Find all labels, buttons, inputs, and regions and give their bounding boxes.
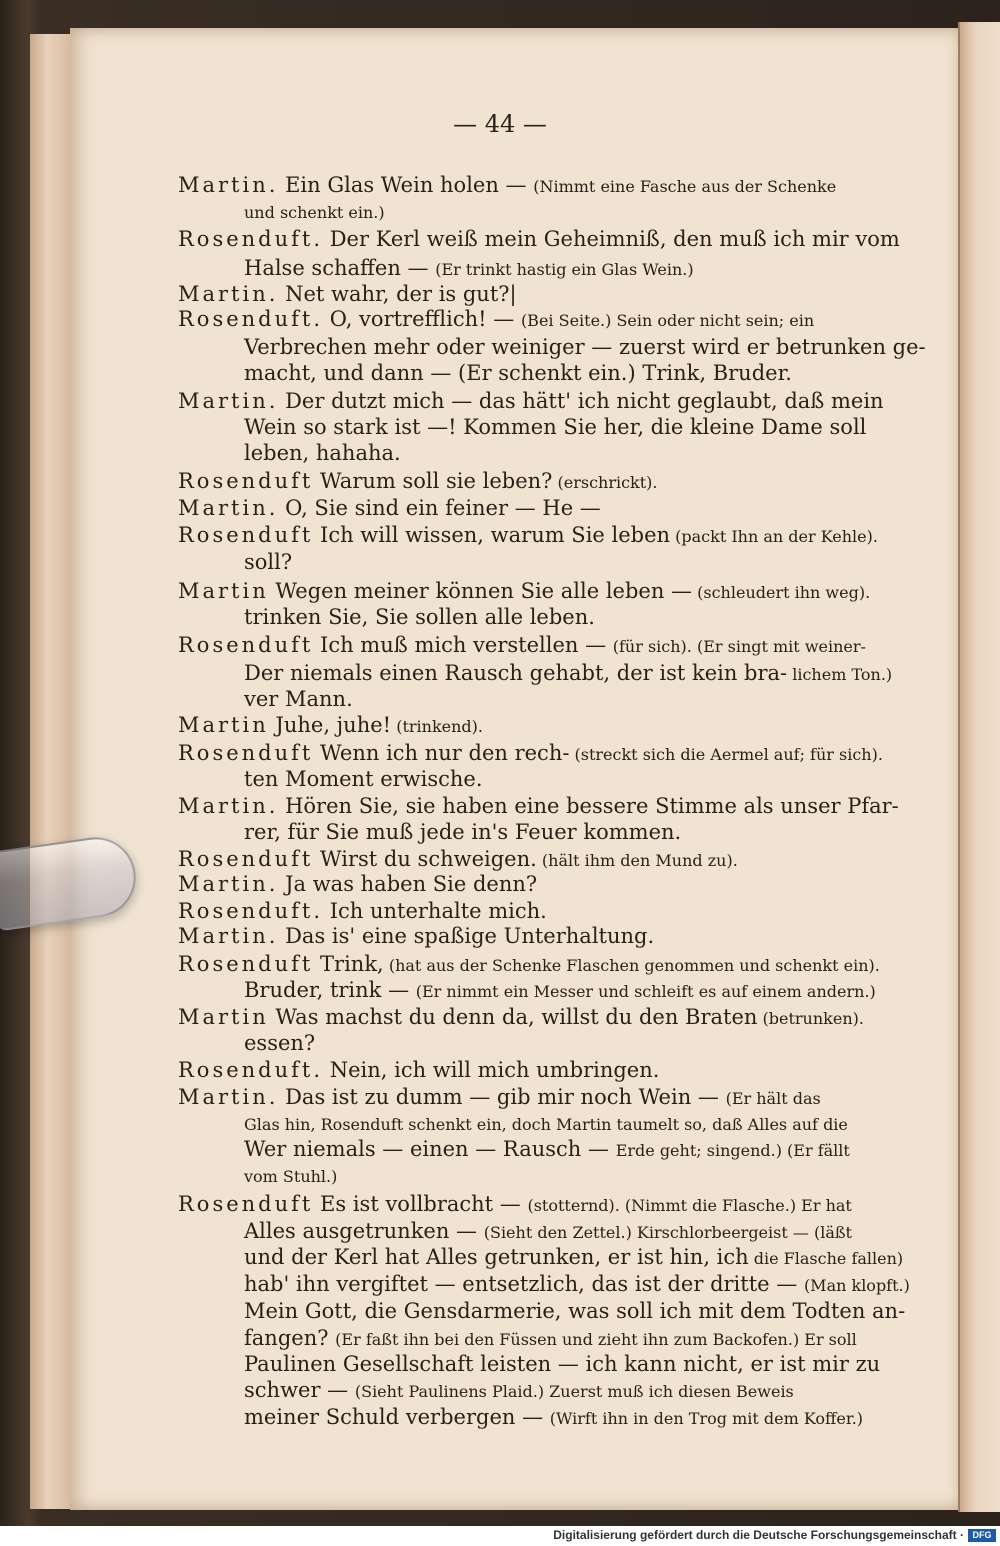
dialogue-text: Ich unterhalte mich. xyxy=(323,899,547,923)
dialogue-text: Das is' eine spaßige Unterhaltung. xyxy=(278,924,655,948)
stage-direction: (Er hält das xyxy=(725,1089,821,1108)
dialogue-text: Das ist zu dumm — gib mir noch Wein — xyxy=(278,1085,726,1109)
dialogue-text: Ich will wissen, warum Sie leben xyxy=(313,523,671,547)
text-line xyxy=(178,1110,848,1136)
dialogue-text: rer, für Sie muß jede in's Feuer kommen. xyxy=(244,820,682,844)
stage-direction: (Sieht den Zettel.) Kirschlorbeergeist — (läßt xyxy=(483,1223,852,1242)
text-line xyxy=(178,1298,905,1324)
speaker-name: Rosenduft. xyxy=(178,227,324,251)
dialogue-text: Juhe, juhe! xyxy=(268,713,392,737)
stage-direction: (stotternd). (Nimmt die Flasche.) Er hat xyxy=(527,1196,852,1215)
dialogue-text: fangen? xyxy=(244,1326,336,1350)
stage-direction: vom Stuhl.) xyxy=(244,1167,338,1186)
dialogue-text: ver Mann. xyxy=(244,687,353,711)
dialogue-text: Bruder, trink — xyxy=(244,978,416,1002)
speaker-name: Rosenduft. xyxy=(178,1058,324,1082)
dfg-logo: DFG xyxy=(968,1529,996,1542)
speaker-name: Martin. xyxy=(178,389,279,413)
stage-direction: (Man klopft.) xyxy=(803,1276,910,1295)
text-line xyxy=(178,1030,315,1056)
text-line xyxy=(178,1057,659,1083)
speaker-name: Rosenduft xyxy=(178,523,314,547)
text-line xyxy=(178,604,595,630)
dialogue-text: und der Kerl hat Alles getrunken, er ist hin, ich xyxy=(244,1245,749,1269)
text-line xyxy=(178,360,792,386)
stage-direction: (hat aus der Schenke Flaschen genommen und schenkt ein). xyxy=(383,956,880,975)
text-line xyxy=(178,819,681,845)
text-line xyxy=(178,1351,880,1377)
text-line xyxy=(178,281,517,307)
dialogue-text: Der niemals einen Rausch gehabt, der ist kein bra- xyxy=(244,661,788,685)
text-line xyxy=(178,388,884,414)
text-line xyxy=(178,977,876,1003)
speaker-name: Martin xyxy=(178,713,269,737)
text-line xyxy=(178,923,654,949)
speaker-name: Rosenduft. xyxy=(178,307,324,331)
text-line xyxy=(178,468,658,494)
page-number: — 44 — xyxy=(453,110,547,138)
speaker-name: Rosenduft xyxy=(178,469,314,493)
text-line xyxy=(178,871,537,897)
text-line xyxy=(178,1084,821,1110)
text-line xyxy=(178,440,401,466)
dialogue-text: Was machst du denn da, willst du den Braten xyxy=(268,1005,758,1029)
dialogue-text: Alles ausgetrunken — xyxy=(244,1219,484,1243)
text-line xyxy=(178,1377,794,1403)
footer-bar xyxy=(0,1526,1000,1546)
speaker-name: Martin. xyxy=(178,1085,279,1109)
dialogue-text: Wein so stark ist —! Kommen Sie her, die kleine Dame soll xyxy=(244,415,867,439)
text-line xyxy=(178,226,900,252)
text-line xyxy=(178,846,738,872)
speaker-name: Rosenduft xyxy=(178,741,314,765)
text-line xyxy=(178,172,836,198)
text-line xyxy=(178,1244,903,1270)
dialogue-text: ten Moment erwische. xyxy=(244,767,483,791)
dialogue-text: Ich muß mich verstellen — xyxy=(313,633,613,657)
stage-direction: (packt Ihn an der Kehle). xyxy=(670,527,878,546)
speaker-name: Martin. xyxy=(178,496,279,520)
dialogue-text: Ja was haben Sie denn? xyxy=(278,872,538,896)
stage-direction: (schleudert ihn weg). xyxy=(692,583,871,602)
text-line xyxy=(178,740,883,766)
text-line xyxy=(178,306,814,332)
dialogue-text: Wegen meiner können Sie alle leben — xyxy=(268,579,693,603)
dialogue-text: O, vortrefflich! — xyxy=(323,307,521,331)
dialogue-text: Wer niemals — einen — Rausch — xyxy=(244,1137,616,1161)
stage-direction: (Er faßt ihn bei den Füssen und zieht ihn zum Backofen.) Er soll xyxy=(335,1330,857,1349)
dialogue-text: Warum soll sie leben? xyxy=(313,469,553,493)
speaker-name: Martin xyxy=(178,1005,269,1029)
stage-direction: (Er nimmt ein Messer und schleift es auf einem andern.) xyxy=(415,982,876,1001)
text-line xyxy=(178,1136,850,1162)
text-line xyxy=(178,1325,857,1351)
text-line xyxy=(178,712,483,738)
text-line xyxy=(178,951,880,977)
stage-direction: (Bei Seite.) Sein oder nicht sein; ein xyxy=(520,311,815,330)
text-line xyxy=(178,1218,852,1244)
text-line xyxy=(178,549,292,575)
speaker-name: Martin. xyxy=(178,173,279,197)
speaker-name: Rosenduft. xyxy=(178,899,324,923)
text-line xyxy=(178,578,870,604)
stage-direction: und schenkt ein.) xyxy=(244,203,385,222)
text-line xyxy=(178,1271,910,1297)
dialogue-text: essen? xyxy=(244,1031,316,1055)
speaker-name: Rosenduft xyxy=(178,847,314,871)
text-line xyxy=(178,686,353,712)
stage-direction: (hält ihm den Mund zu). xyxy=(536,851,738,870)
dialogue-text: Ein Glas Wein holen — xyxy=(278,173,534,197)
page-edge-stack xyxy=(30,34,75,1509)
dialogue-text: Der Kerl weiß mein Geheimniß, den muß ich mir vom xyxy=(323,227,900,251)
text-line xyxy=(178,793,899,819)
text-line xyxy=(178,1162,337,1188)
text-line xyxy=(178,1004,864,1030)
speaker-name: Martin. xyxy=(178,282,279,306)
dialogue-text: Net wahr, der is gut?| xyxy=(278,282,517,306)
stage-direction: (erschrickt). xyxy=(552,473,658,492)
dialogue-text: Wirst du schweigen. xyxy=(313,847,537,871)
text-line xyxy=(178,198,385,224)
dialogue-text: Es ist vollbracht — xyxy=(313,1192,528,1216)
stage-direction: (für sich). (Er singt mit weiner- xyxy=(612,637,866,656)
footer-credit: Digitalisierung gefördert durch die Deutsche Forschungsgemeinschaft · xyxy=(553,1528,964,1542)
dialogue-text: leben, hahaha. xyxy=(244,441,401,465)
stage-direction: Erde geht; singend.) (Er fällt xyxy=(615,1141,850,1160)
stage-direction: lichem Ton.) xyxy=(787,665,893,684)
speaker-name: Rosenduft xyxy=(178,952,314,976)
dialogue-text: Halse schaffen — xyxy=(244,256,436,280)
stage-direction: (Er trinkt hastig ein Glas Wein.) xyxy=(435,260,694,279)
dialogue-text: O, Sie sind ein feiner — He — xyxy=(278,496,601,520)
dialogue-text: trinken Sie, Sie sollen alle leben. xyxy=(244,605,595,629)
text-line xyxy=(178,495,601,521)
stage-direction: (Sieht Paulinens Plaid.) Zuerst muß ich diesen Beweis xyxy=(354,1382,794,1401)
dialogue-text: soll? xyxy=(244,550,293,574)
text-line xyxy=(178,898,547,924)
stage-direction: (trinkend). xyxy=(391,717,483,736)
dialogue-text: Paulinen Gesellschaft leisten — ich kann nicht, er ist mir zu xyxy=(244,1352,881,1376)
dialogue-text: meiner Schuld verbergen — xyxy=(244,1405,550,1429)
stage-direction: (Wirft ihn in den Trog mit dem Koffer.) xyxy=(549,1409,864,1428)
dialogue-text: Hören Sie, sie haben eine bessere Stimme als unser Pfar- xyxy=(278,794,899,818)
text-line xyxy=(178,1191,852,1217)
dialogue-text: schwer — xyxy=(244,1378,355,1402)
stage-direction: (betrunken). xyxy=(757,1009,864,1028)
dialogue-text: Verbrechen mehr oder weiniger — zuerst wird er betrunken ge- xyxy=(244,335,926,359)
dialogue-text: macht, und dann — (Er schenkt ein.) Trink, Bruder. xyxy=(244,361,792,385)
dialogue-text: Nein, ich will mich umbringen. xyxy=(323,1058,660,1082)
facing-page-edge xyxy=(958,22,1000,1512)
speaker-name: Martin. xyxy=(178,924,279,948)
text-line xyxy=(178,632,866,658)
stage-direction: (Nimmt eine Fasche aus der Schenke xyxy=(533,177,837,196)
text-line xyxy=(178,1404,863,1430)
speaker-name: Martin. xyxy=(178,872,279,896)
dialogue-text: Mein Gott, die Gensdarmerie, was soll ich mit dem Todten an- xyxy=(244,1299,906,1323)
text-line xyxy=(178,766,483,792)
text-line xyxy=(178,255,694,281)
dialogue-text: Der dutzt mich — das hätt' ich nicht geglaubt, daß mein xyxy=(278,389,884,413)
text-line xyxy=(178,334,926,360)
speaker-name: Martin. xyxy=(178,794,279,818)
dialogue-text: Trink, xyxy=(313,952,384,976)
text-line xyxy=(178,660,892,686)
speaker-name: Rosenduft xyxy=(178,633,314,657)
stage-direction: Glas hin, Rosenduft schenkt ein, doch Martin taumelt so, daß Alles auf die xyxy=(244,1115,848,1134)
text-line xyxy=(178,522,878,548)
text-line xyxy=(178,414,866,440)
speaker-name: Rosenduft xyxy=(178,1192,314,1216)
stage-direction: die Flasche fallen) xyxy=(748,1249,904,1268)
dialogue-text: hab' ihn vergiftet — entsetzlich, das ist der dritte — xyxy=(244,1272,804,1296)
dialogue-text: Wenn ich nur den rech- xyxy=(313,741,570,765)
speaker-name: Martin xyxy=(178,579,269,603)
stage-direction: (streckt sich die Aermel auf; für sich). xyxy=(569,745,883,764)
